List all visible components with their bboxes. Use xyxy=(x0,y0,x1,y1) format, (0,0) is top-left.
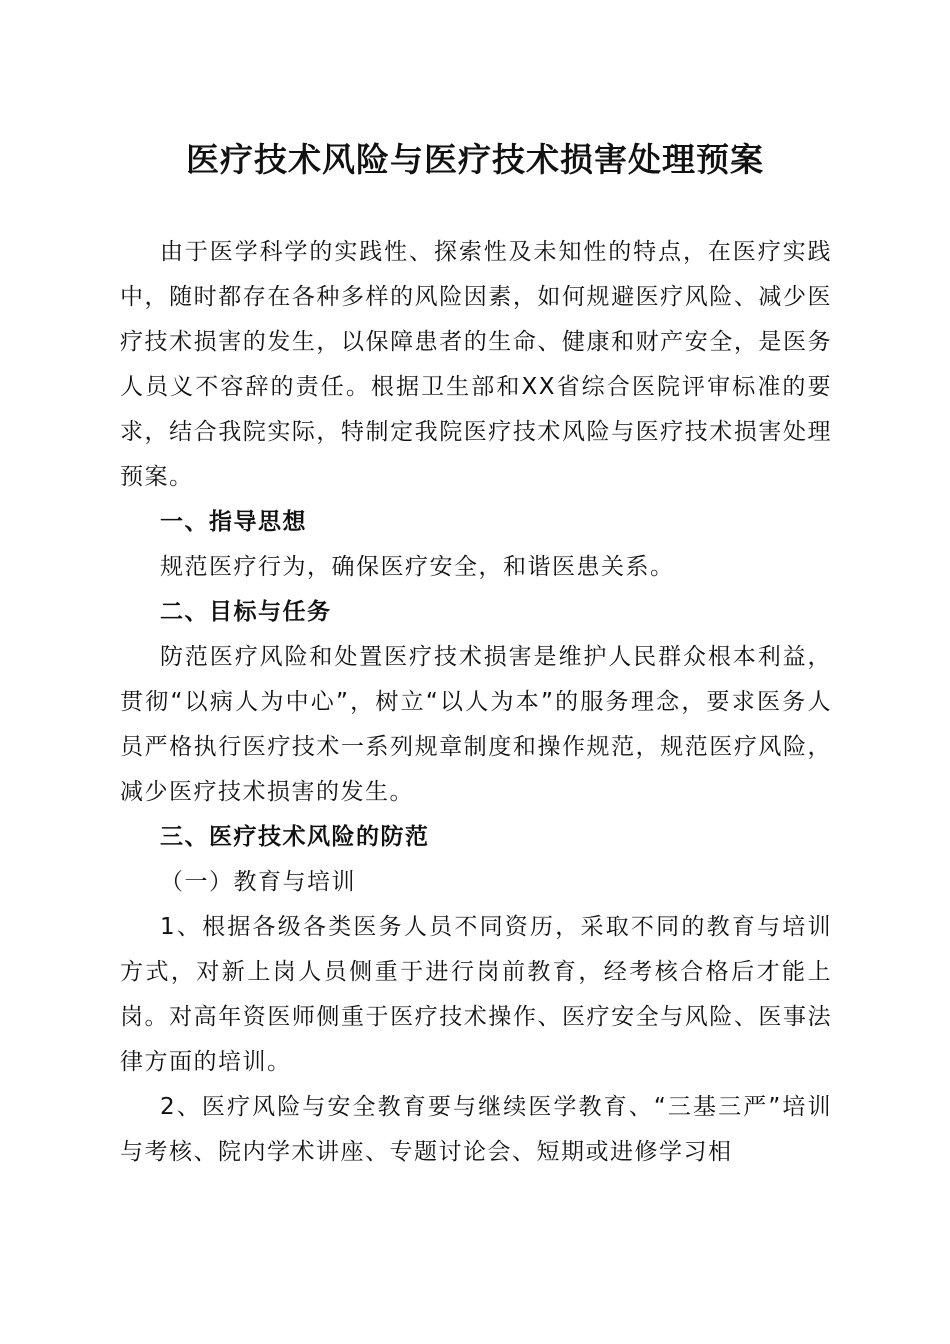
subsection-heading-education-training: （一）教育与培训 xyxy=(160,869,356,895)
section-heading-goals-tasks: 二、目标与任务 xyxy=(160,599,332,625)
guiding-ideology-paragraph: 规范医疗行为，确保医疗安全，和谐医患关系。 xyxy=(160,554,675,580)
education-item-2: 2、医疗风险与安全教育要与继续医学教育、“三基三严”培训与考核、院内学术讲座、专题讨论会、短期或进修学习相 xyxy=(120,1094,832,1165)
intro-paragraph: 由于医学科学的实践性、探索性及未知性的特点，在医疗实践中，随时都存在各种多样的风险因素，如何规避医疗风险、减少医疗技术损害的发生，以保障患者的生命、健康和财产安全，是医务人员义不容辞的责任。根据卫生部和XX省综合医院评审标准的要求，结合我院实际，特制定我院医疗技术风险与医疗技术损害处理预案。 xyxy=(120,239,832,490)
education-item-1: 1、根据各级各类医务人员不同资历，采取不同的教育与培训方式，对新上岗人员侧重于进行岗前教育，经考核合格后才能上岗。对高年资医师侧重于医疗技术操作、医疗安全与风险、医事法律方面的培训。 xyxy=(120,914,832,1075)
section-heading-guiding-ideology: 一、指导思想 xyxy=(160,509,307,535)
document-title: 医疗技术风险与医疗技术损害处理预案 xyxy=(186,140,764,179)
section-heading-risk-prevention: 三、医疗技术风险的防范 xyxy=(160,824,430,850)
goals-tasks-paragraph: 防范医疗风险和处置医疗技术损害是维护人民群众根本利益，贯彻“以病人为中心”，树立“以人为本”的服务理念，要求医务人员严格执行医疗技术一系列规章制度和操作规范，规范医疗风险，减少医疗技术损害的发生。 xyxy=(120,644,832,805)
document-body xyxy=(120,230,832,1175)
